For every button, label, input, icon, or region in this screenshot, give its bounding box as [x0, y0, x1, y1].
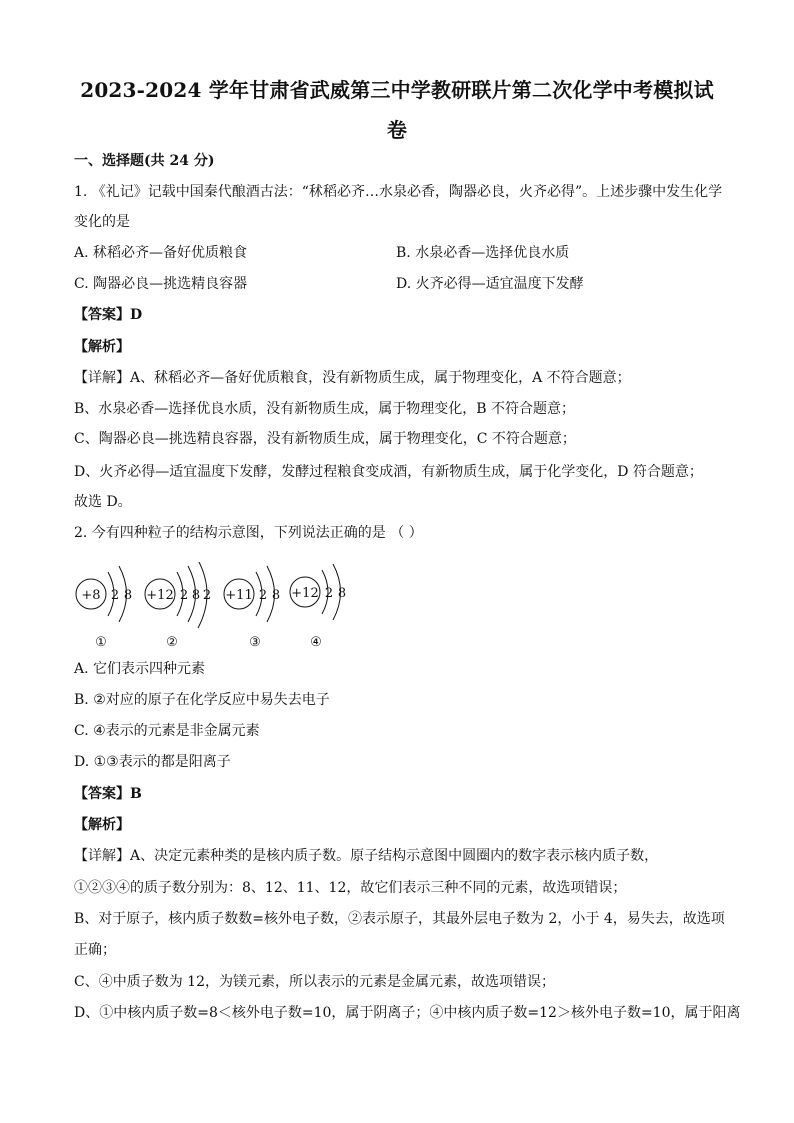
electron-count: 2 [324, 586, 334, 601]
q1-option-a: A. 秫稻必齐—备好优质粮食 [74, 245, 248, 261]
q2-option-c: C. ④表示的元素是非金属元素 [74, 723, 260, 739]
particle-label: ① [95, 635, 107, 650]
q2-explanation-line: D、①中核内质子数=8＜核外电子数=10，属于阴离子；④中核内质子数=12＞核外电子数=10，属于阳离 [74, 1005, 741, 1021]
electron-count: 8 [123, 588, 133, 603]
q1-explanation-line: 【详解】A、秫稻必齐—备好优质粮食，没有新物质生成，属于物理变化，A 不符合题意； [74, 370, 631, 386]
q2-stem: 2. 今有四种粒子的结构示意图，下列说法正确的是 （ ） [74, 525, 423, 541]
q2-explanation-line: B、对于原子，核内质子数数=核外电子数，②表示原子，其最外层电子数为 2，小于 4，易失去，故选项 [74, 911, 725, 927]
q1-explanation-line: D、火齐必得—适宜温度下发酵，发酵过程粮食变成酒，有新物质生成，属于化学变化，D 符合题意； [74, 464, 703, 480]
exam-title [60, 70, 734, 150]
q1-answer: 【答案】D [74, 307, 143, 323]
q2-option-b: B. ②对应的原子在化学反应中易失去电子 [74, 692, 330, 708]
electron-count: 2 [110, 588, 120, 603]
nucleus-charge: +8 [81, 588, 101, 603]
q1-explanation-line: C、陶器必良—挑选精良容器，没有新物质生成，属于物理变化，C 不符合题意； [74, 431, 576, 447]
q2-explanation-line: 【详解】A、决定元素种类的是核内质子数。原子结构示意图中圆圈内的数字表示核内质子数， [74, 848, 659, 864]
electron-count: 8 [271, 588, 281, 603]
nucleus-charge: +12 [146, 588, 174, 603]
q2-explanation-line: C、④中质子数为 12，为镁元素，所以表示的元素是金属元素，故选项错误； [74, 974, 555, 990]
q1-stem-line1: 1. 《礼记》记载中国秦代酿酒古法：“秫稻必齐…水泉必香，陶器必良，火齐必得”。上述步骤中发生化学 [74, 184, 723, 200]
q1-option-c: C. 陶器必良—挑选精良容器 [74, 276, 248, 292]
exam-title-line1: 2023-2024 学年甘肃省武威第三中学教研联片第二次化学中考模拟试 [80, 78, 714, 102]
q2-analysis-label: 【解析】 [74, 817, 130, 833]
q2-option-d: D. ①③表示的都是阳离子 [74, 754, 231, 770]
nucleus-charge: +12 [291, 586, 319, 601]
q1-analysis-label: 【解析】 [74, 339, 130, 355]
q1-explanation-line: B、水泉必香—选择优良水质，没有新物质生成，属于物理变化，B 不符合题意； [74, 401, 576, 417]
electron-count: 2 [179, 588, 189, 603]
q2-answer: 【答案】B [74, 786, 142, 802]
electron-count: 8 [337, 586, 347, 601]
section-heading: 一、选择题(共 24 分) [74, 153, 215, 169]
q2-explanation-line: 正确； [74, 942, 116, 958]
nucleus-charge: +11 [225, 588, 253, 603]
electron-count: 8 [191, 588, 201, 603]
q2-option-a: A. 它们表示四种元素 [74, 661, 206, 677]
particle-label: ③ [249, 635, 261, 650]
q1-explanation-line: 故选 D。 [74, 494, 132, 510]
q2-explanation-line: ①②③④的质子数分别为：8、12、11、12，故它们表示三种不同的元素，故选项错误； [74, 880, 627, 896]
electron-count: 2 [202, 588, 212, 603]
particle-label: ② [166, 635, 178, 650]
q1-stem-line2: 变化的是 [74, 214, 130, 230]
particle-label: ④ [310, 635, 322, 650]
exam-title-line2: 卷 [386, 118, 408, 142]
q1-option-d: D. 火齐必得—适宜温度下发酵 [396, 276, 584, 292]
particle-structure-diagram [74, 562, 374, 658]
q1-option-b: B. 水泉必香—选择优良水质 [396, 245, 570, 261]
electron-count: 2 [258, 588, 268, 603]
